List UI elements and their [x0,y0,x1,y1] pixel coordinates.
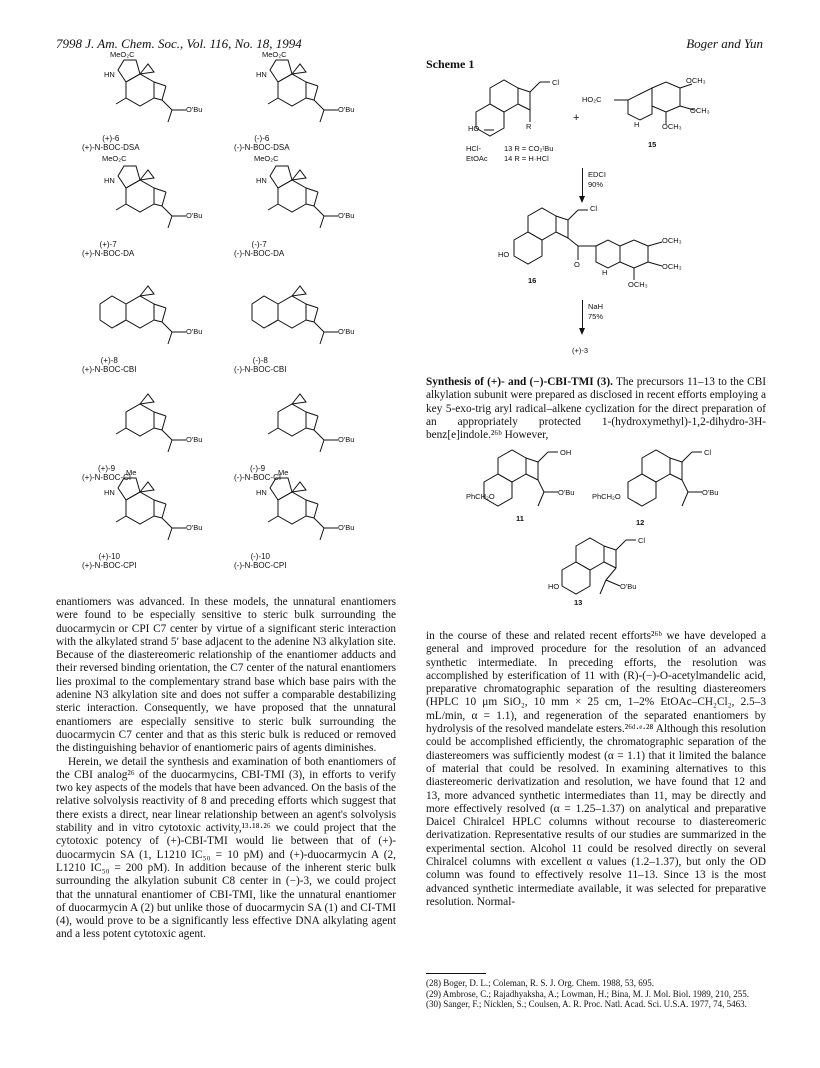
structure-number: (+)-7 [99,240,117,249]
reaction-arrow [582,168,583,198]
structure-number: (+)-8 [100,356,118,365]
atom-label: Cl [552,78,560,87]
atom-label: PhCH₂O [592,492,621,501]
atom-label: OCH₃ [662,236,682,245]
scheme-title: Scheme 1 [426,57,475,71]
atom-label: O'Bu [338,327,355,336]
compound-number: 15 [648,140,657,149]
atom-label: OCH₃ [662,262,682,271]
paragraph: in the course of these and related recent efforts²⁶ᵇ we have developed a general and improved procedure for the resolution of an advanced synthetic intermediate. In preceding efforts, the resolution was accomplished by esterification of 11 with (R)-(−)-O-acetylmandelic acid, preparative chromatographic separation of the resulting diastereomers (HPLC 10 μm SiO₂, 10 mm × 25 cm, 1–2% EtOAc–CH₂Cl₂, 2.5–3 mL/min, α = 1.1), and regeneration of the separated enantiomers by hydrolysis of the resolved mandelate esters.²⁶ᵈ·ᵉ·²⁸ Although this resolution could be accomplished efficiently, the chromatographic separation of the diastereomers was sufficiently modest (α = 1.1) that it limited the balance of material that could be resolved. In examining alternatives to this diastereomeric derivatization and resolution, we have found that 12 and 13, more advanced synthetic intermediates than 11, may be directly and more effectively resolved (α = 1.25–1.37) on analytical and preparative Daicel Chiralcel HPLC columns without recourse to diastereomeric derivatization. Representative results of our studies are summarized in the experimental section. Alcohol 11 could be resolved directly on several Chiralcel columns with excellent α values (1.2–1.37), but only the OD column was found to effectively resolve 11–13. Since 13 is the most advanced synthetic intermediate available, it was selected for preparative resolution. Normal- [426,630,766,908]
atom-label: MeO₂C [102,154,127,163]
structure-caption [82,134,140,152]
reference: (29) Ambrose, C.; Rajadhyaksha, A.; Lowman, H.; Bina, M. J. Mol. Biol. 1989, 210, 255. [426,988,749,999]
structure-minus-8 [234,280,358,374]
structure-name: (+)-N-BOC-CI [82,473,132,482]
references [426,978,766,1010]
atom-label: Me [126,468,137,477]
structure-plusminus7 [82,154,206,258]
atom-label: HN [104,488,115,497]
compound-16-structure [498,204,702,296]
structure-caption [234,240,284,258]
structure-minus-7 [234,154,358,258]
compound-15-structure [582,76,710,150]
compound-13-structure [548,536,656,616]
atom-label: OCH₃ [628,280,648,289]
reference: (30) Sanger, F.; Nicklen, S.; Coulsen, A. R. Proc. Natl. Acad. Sci. U.S.A. 1977, 74, 5463. [426,999,747,1009]
atom-label: MeO₂C [262,50,287,59]
atom-label: MeO₂C [254,154,279,163]
compound-number: 11 [516,514,524,523]
scheme-label: 13 R = CO₂ᵗBu [504,144,554,153]
atom-label: O'Bu [620,582,637,591]
structure-name: (-)-N-BOC-CPI [234,561,287,570]
structure-number: (-)-7 [251,240,267,249]
reaction-arrow [582,300,583,330]
structure-name: (-)-N-BOC-DSA [234,143,290,152]
atom-label: O'Bu [558,488,575,497]
atom-label: OH [560,448,572,457]
atom-label: OCH₃ [686,76,706,85]
compound-number: 16 [528,276,537,285]
atom-label: H [602,268,608,277]
structure-name: (+)-N-BOC-DA [82,249,135,258]
atom-label: HO₂C [582,95,602,104]
structure-number: (-)-8 [252,356,268,365]
scheme-label: HCl- [466,144,481,153]
atom-label: O'Bu [186,105,203,114]
structure-number: (+)-9 [97,464,116,473]
structure-caption [82,356,136,374]
atom-label: O'Bu [186,327,203,336]
structure-minus-6 [234,50,358,152]
atom-label: O'Bu [338,435,355,444]
compound-13-14-structure [470,78,560,148]
right-text-lower [426,630,766,909]
structure-caption [82,552,136,570]
atom-label: O'Bu [186,523,203,532]
structure-number: (+)-6 [102,134,120,143]
yield-label: 75% [588,312,604,321]
left-text-column [56,596,396,942]
structure-caption [82,240,134,258]
structure-name: (+)-N-BOC-CPI [82,561,137,570]
reference: (28) Boger, D. L.; Coleman, R. S. J. Org. Chem. 1988, 53, 695. [426,978,654,988]
atom-label: Cl [704,448,712,457]
reagent-label: EDCI [588,170,606,179]
reaction-arrow-head [579,328,585,335]
reagent-label: NaH [588,302,604,311]
atom-label: O'Bu [338,523,355,532]
running-header-authors: Boger and Yun [686,36,763,51]
paragraph: Herein, we detail the synthesis and examination of both enantiomers of the CBI analog²⁶ of the duocarmycins, CBI-TMI (3), in efforts to verify two key aspects of the models that have been advanced. On the basis of the relative solvolysis reactivity of 8 and preceding efforts which suggest that there exists a direct, near linear relationship between an agent's solvolysis stability and in vitro cytotoxic activity,¹³·¹⁸·²⁶ we could project that the cytotoxic potency of (+)-CBI-TMI would lie between that of (+)-duocarmycin SA (1, L1210 IC₅₀ = 10 pM) and (+)-duocarmycin A (2, L1210 IC₅₀ = 200 pM). In addition because of the inherent steric bulk surrounding the alkylation subunit C8 center in (−)-3, we could project that the unnatural enantiomer of CBI-TMI, like the unnatural enantiomer of duocarmycin A (2) but unlike those of duocarmycin SA (1) and CI-TMI (4), would prove to be a significantly less effective DNA alkylating agent and a less potent cytotoxic agent. [56,755,396,941]
structure-number: (-)-9 [250,464,266,473]
atom-label: Cl [638,536,646,545]
atom-label: O [574,260,580,269]
compound-number: 13 [574,598,583,607]
section-heading: Synthesis of (+)- and (−)-CBI-TMI (3). [426,376,613,388]
structure-caption [234,356,286,374]
atom-label: HO [548,582,560,591]
compound-12-structure [592,448,722,528]
atom-label: OCH₃ [690,106,710,115]
atom-label: O'Bu [338,105,355,114]
running-header: 7998 J. Am. Chem. Soc., Vol. 116, No. 18, 1994 [56,36,302,51]
atom-label: HN [104,70,115,79]
structure-name: (-)-N-BOC-CBI [234,365,287,374]
structure-caption [234,552,286,570]
reaction-arrow-head [579,196,585,203]
atom-label: R [526,122,532,131]
atom-label: HN [104,176,115,185]
scheme-label: 14 R = H·HCl [504,154,549,163]
compound-number: 12 [636,518,645,527]
scheme-label: EtOAc [466,154,488,163]
atom-label: O'Bu [338,211,355,220]
atom-label: MeO₂C [110,50,135,59]
structure-name: (-)-N-BOC-DA [234,249,285,258]
atom-label: HN [256,176,267,185]
structure-caption [234,134,290,152]
structure-number: (-)-6 [254,134,270,143]
compound-11-structure [466,448,578,528]
atom-label: O'Bu [186,435,203,444]
section-body: The precursors 11–13 to the CBI alkylation subunit were prepared as disclosed in recent efforts employing a key 5-exo-trig aryl radical–alkene cyclization for the direct preparation of an appropriately protected 1-(hydroxymethyl)-1,2-dihydro-3H-benz[e]indole.²⁶ᵇ However, [426,376,766,442]
atom-label: HN [256,70,267,79]
atom-label: HO [468,124,480,133]
right-text-upper [426,376,766,442]
atom-label: Cl [590,204,598,213]
structure-plusminus8 [82,280,206,374]
atom-label: H [634,120,640,129]
atom-label: PhCH₂O [466,492,495,501]
atom-label: OCH₃ [662,122,682,131]
structure-name: (-)-N-BOC-CI [234,473,282,482]
structure-name: (+)-N-BOC-DSA [82,143,140,152]
structure-plusminus6 [82,50,206,152]
footnote-rule [426,973,486,974]
paragraph: enantiomers was advanced. In these models, the unnatural enantiomers were found to be especially sensitive to steric bulk surrounding the duocarmycin or CPI C7 center by virtue of a significant steric interaction with the alkylated strand 5′ base adjacent to the adenine N3 alkylation site. Because of the diastereomeric relationship of the enantiomer adducts and their reversed binding orientation, the C7 center of the natural enantiomers lies proximal to the complementary strand base which base pairs with the adenine N3 alkylation site and does not suffer a comparable destabilizing steric interaction. Consequently, we have proposed that the unnatural enantiomers are especially sensitive to steric bulk surrounding the duocarmycin C7 center and that as this steric bulk is reduced or removed the distinguishing behavior of enantiomeric pairs of agents diminishes. [56,596,396,755]
atom-label: O'Bu [186,211,203,220]
structure-number: (+)-10 [98,552,120,561]
yield-label: 90% [588,180,604,189]
structure-number: (-)-10 [250,552,270,561]
atom-label: HN [256,488,267,497]
structure-name: (+)-N-BOC-CBI [82,365,137,374]
product-label: (+)-3 [572,346,589,355]
atom-label: HO [498,250,510,259]
atom-label: O'Bu [702,488,719,497]
atom-label: Me [278,468,289,477]
paragraph [426,376,766,442]
scheme-plus: + [573,112,580,124]
